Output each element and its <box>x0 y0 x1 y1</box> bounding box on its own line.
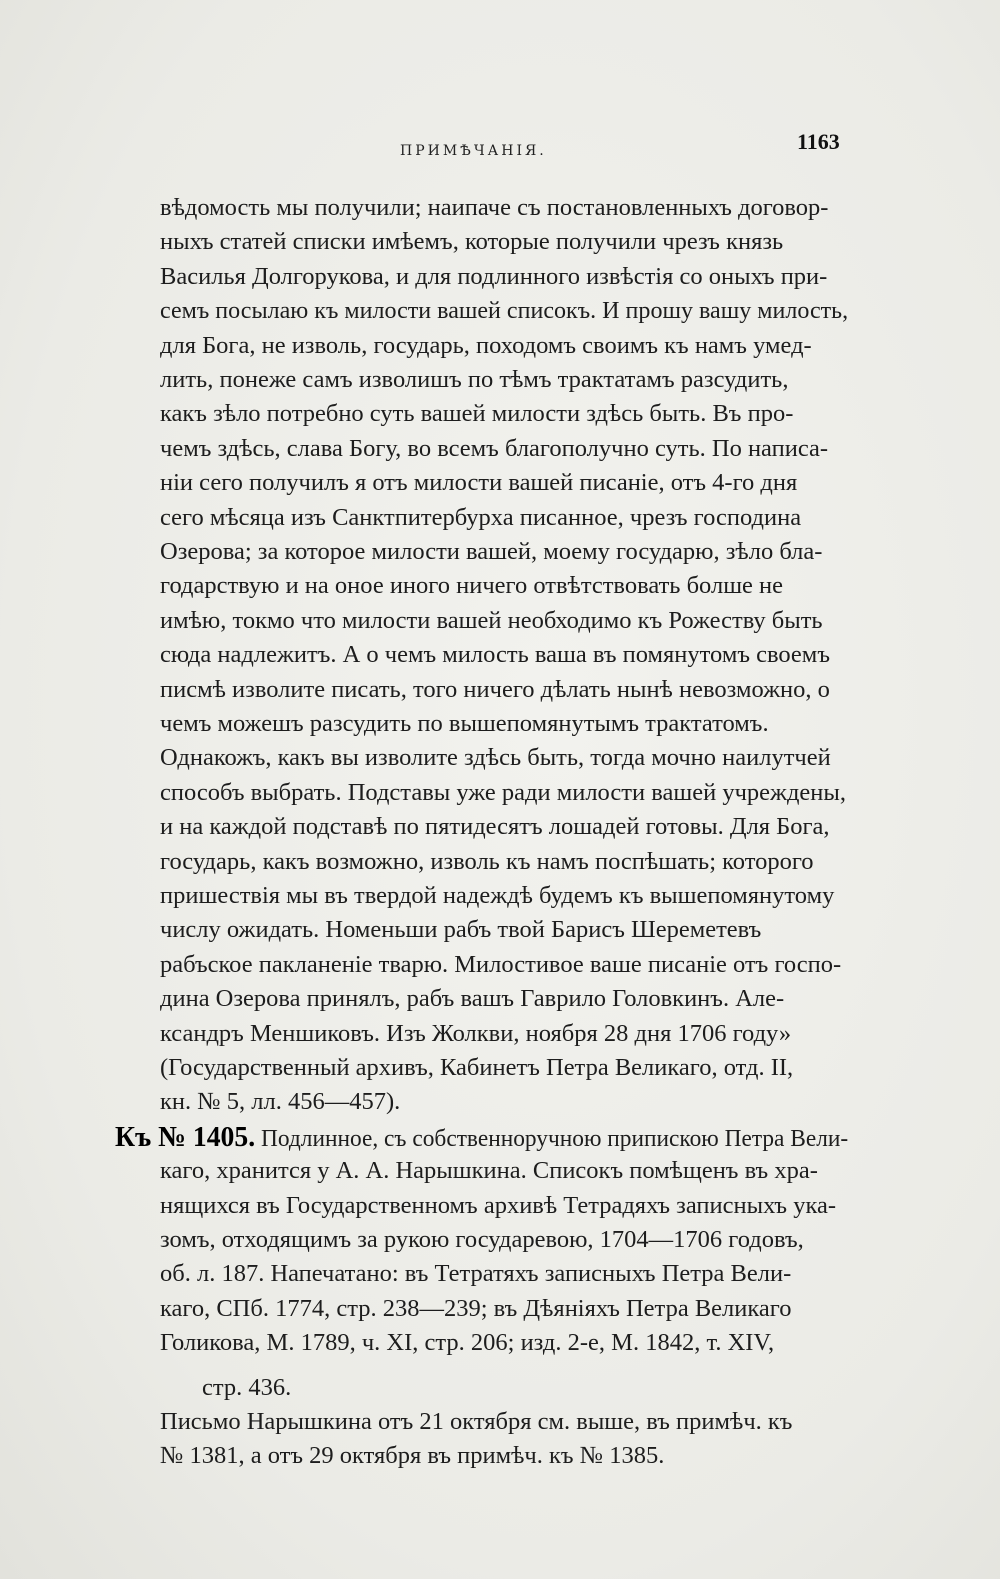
text-line: зомъ, отходящимъ за рукою государевою, 1704—1706 годовъ, <box>160 1226 804 1253</box>
text-line: семъ посылаю къ милости вашей списокъ. И прошу вашу милость, <box>160 297 849 325</box>
section-heading: Къ № 1405. <box>115 1120 256 1153</box>
text-line: и на каждой подставѣ по пятидесятъ лошадей готовы. Для Бога, <box>160 813 830 841</box>
text-line: вѣдомость мы получили; наипаче съ постановленныхъ договор- <box>160 194 829 221</box>
text-line: чемъ можешъ разсудить по вышепомянутымъ трактатомъ. <box>160 710 769 737</box>
text-line: стр. 436. <box>202 1373 292 1401</box>
text-line: об. л. 187. Напечатано: въ Тетратяхъ записныхъ Петра Вели- <box>160 1260 792 1288</box>
text-line: каго, СПб. 1774, стр. 238—239; въ Дѣяніяхъ Петра Великаго <box>160 1294 792 1322</box>
text-line: № 1381, а отъ 29 октября въ примѣч. къ № 1385. <box>160 1442 665 1470</box>
text-line: каго, хранится у А. А. Нарышкина. Списокъ помѣщенъ въ хра- <box>160 1157 818 1185</box>
text-line: государь, какъ возможно, изволь къ намъ поспѣшать; которого <box>160 847 814 875</box>
text-line: годарствую и на оное иного ничего отвѣтствовать болше не <box>160 572 784 600</box>
text-line: ніи сего получилъ я отъ милости вашей писаніе, отъ 4-го дня <box>160 469 798 497</box>
text-line: сего мѣсяца изъ Санктпитербурха писанное, чрезъ господина <box>160 503 802 531</box>
text-line: какъ зѣло потребно суть вашей милости здѣсь быть. Въ про- <box>160 400 794 428</box>
text-line: Василья Долгорукова, и для подлинного извѣстія со оныхъ при- <box>160 262 828 290</box>
text-line: ныхъ статей списки имѣемъ, которые получили чрезъ князь <box>160 228 784 256</box>
text-line: нящихся въ Государственномъ архивѣ Тетрадяхъ записныхъ ука- <box>160 1191 837 1219</box>
text-line: писмѣ изволите писать, того ничего дѣлать нынѣ невозможно, о <box>160 675 830 703</box>
text-line: Голикова, М. 1789, ч. XI, стр. 206; изд. 2-е, М. 1842, т. XIV, <box>160 1329 775 1357</box>
section-first-line <box>115 1120 849 1154</box>
text-line: рабъское пакланеніе тварю. Милостивое ваше писаніе отъ госпо- <box>160 950 842 978</box>
text-line: дина Озерова принялъ, рабъ вашъ Гаврило Головкинъ. Але- <box>160 985 785 1013</box>
text-line: (Государственный архивъ, Кабинетъ Петра Великаго, отд. II, <box>160 1054 794 1081</box>
text-line: способъ выбрать. Подставы уже ради милости вашей учреждены, <box>160 778 846 806</box>
text-line: сюда надлежитъ. А о чемъ милость ваша въ помянутомъ своемъ <box>160 641 830 669</box>
page-number: 1163 <box>797 129 840 154</box>
text-line: для Бога, не изволь, государь, походомъ своимъ къ намъ умед- <box>160 331 812 359</box>
text-line: имѣю, токмо что милости вашей необходимо къ Рожеству быть <box>160 606 823 634</box>
text-line: ксандръ Меншиковъ. Изъ Жолкви, ноября 28 дня 1706 году» <box>160 1019 792 1047</box>
text-line: Озерова; за которое милости вашей, моему государю, зѣло бла- <box>160 538 823 565</box>
text-line: лить, понеже самъ изволишъ по тѣмъ трактатамъ разсудить, <box>160 366 789 393</box>
text-line: пришествія мы въ твердой надеждѣ будемъ къ вышепомянутому <box>160 882 835 909</box>
text-line: числу ожидать. Номеньши рабъ твой Барисъ Шереметевъ <box>160 916 762 944</box>
text-line: Письмо Нарышкина отъ 21 октября см. выше, въ примѣч. къ <box>160 1408 793 1435</box>
running-header: ПРИМѢЧАНІЯ. <box>400 143 547 159</box>
text-line: чемъ здѣсь, слава Богу, во всемъ благополучно суть. По написа- <box>160 434 829 462</box>
section-first-text: Подлинное, съ собственноручною припискою Петра Вели- <box>260 1124 849 1152</box>
text-line: Однакожъ, какъ вы изволите здѣсь быть, тогда мочно наилутчей <box>160 744 831 772</box>
text-line: кн. № 5, лл. 456—457). <box>160 1088 401 1116</box>
